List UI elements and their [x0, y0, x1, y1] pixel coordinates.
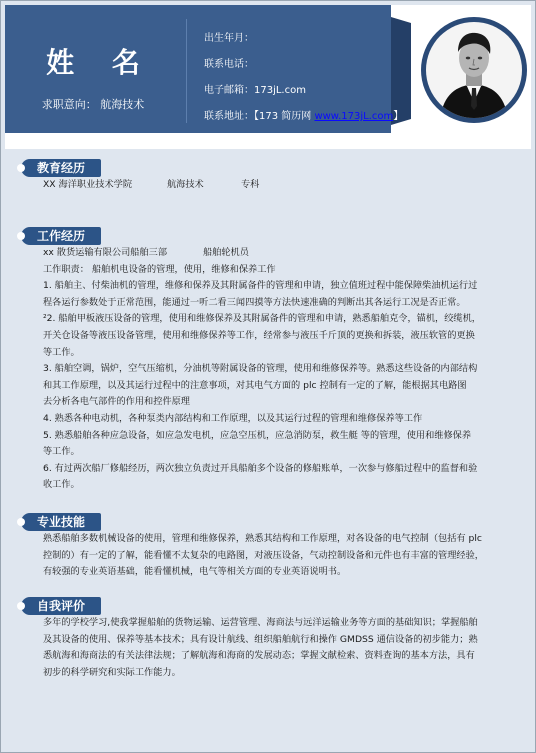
self-eval-content [43, 615, 513, 681]
skills-section-header [21, 513, 101, 531]
birth-label: 出生年月： [204, 33, 254, 44]
work-position: 船舶轮机员 [203, 247, 249, 258]
section-dot-icon [17, 232, 25, 240]
work-item: 收工作。 [43, 479, 80, 491]
avatar [421, 17, 527, 123]
phone-row [204, 58, 254, 72]
section-dot-icon [17, 164, 25, 172]
self-eval-line: 多年的学校学习,使我掌握船舶的货物运输、运营管理、海商法与远洋运输业务等方面的基础知识；掌握船舶 [43, 617, 478, 628]
self-eval-line: 悉航海和海商法的有关法律法规；了解航海和海商的发展动态；掌握文献检索、资料查询的基本方法，具有 [43, 650, 475, 662]
portrait-photo-icon [426, 22, 522, 118]
address-prefix: 【173 简历网 [254, 111, 315, 122]
address-link[interactable]: www.173jL.com [314, 111, 394, 122]
work-company-row [43, 245, 513, 262]
work-item: 1. 船舶主、付柴油机的管理，维修和保养及其附属备件的管理和申请，独立值班过程中能保障柴油机运行过 [43, 280, 478, 292]
email-value: 173jL.com [254, 85, 306, 96]
work-item: 5. 熟悉船舶各种应急设备，如应急发电机，应急空压机，应急消防泵，救生艇 等的管理，使用和维修保养 [43, 429, 472, 441]
phone-label: 联系电话： [204, 59, 254, 70]
work-item: 和其工作原理，以及其运行过程中的注意事项，对其电气方面的 plc 控制有一定的了解，能根据其电路图 [43, 379, 467, 391]
work-item: 等工作。 [43, 446, 80, 458]
work-item: 程各运行参数处于正常范围，能通过一听二看三闻四摸等方法快速准确的判断出其各运行工况是否正常。 [43, 296, 466, 308]
email-label: 电子邮箱： [204, 85, 254, 96]
education-major: 航海技术 [167, 179, 204, 190]
email-row [204, 84, 306, 98]
work-item: 去分析各电气部件的作用和控件原理 [43, 396, 190, 408]
education-section-header [21, 159, 101, 177]
work-item: 开关仓设备等液压设备管理，使用和维修保养等工作，经常参与液压千斤顶的更换和拆装，液压软管的更换 [43, 329, 475, 341]
skills-title: 专业技能 [21, 513, 101, 531]
skills-line: 熟悉船舶多数机械设备的使用，管理和维修保养，熟悉其结构和工作原理，对各设备的电气控制（包括有 plc [43, 533, 482, 544]
candidate-name: 姓 名 [46, 46, 154, 79]
education-degree: 专科 [241, 179, 260, 190]
self-eval-line: 及其设备的使用、保养等基本技术；具有设计航线、组织船舶航行和操作 GMDSS 通信设备的初步能力；熟 [43, 633, 478, 645]
work-item: 3. 船舶空调，锅炉，空气压缩机，分油机等附属设备的管理，使用和维修保养等。熟悉这些设备的内部结构 [43, 363, 478, 375]
section-dot-icon [17, 518, 25, 526]
skills-line: 有较强的专业英语基础，能看懂机械，电气等相关方面的专业英语说明书。 [43, 566, 347, 578]
work-company: xx 散货运输有限公司船舶三部 [43, 247, 168, 258]
education-row [43, 177, 513, 194]
work-title: 工作经历 [21, 227, 101, 245]
section-dot-icon [17, 602, 25, 610]
education-title: 教育经历 [21, 159, 101, 177]
work-item: 4. 熟悉各种电动机，各种泵类内部结构和工作原理，以及其运行过程的管理和维修保养等工作 [43, 412, 423, 424]
work-content [43, 245, 513, 494]
skills-content [43, 531, 513, 581]
job-intention: 求职意向： 航海技术 [41, 98, 145, 111]
header-divider [186, 19, 187, 123]
birth-row [204, 32, 254, 46]
work-duty-title: 工作职责： 船舶机电设备的管理，使用，维修和保养工作 [43, 263, 276, 275]
work-section-header [21, 227, 101, 245]
self-eval-line: 初步的科学研究和实际工作能力。 [43, 666, 181, 678]
self-eval-title: 自我评价 [21, 597, 101, 615]
work-item: ²2. 船舶甲板液压设备的管理，使用和维修保养及其附属备件的管理和申请，熟悉船舶克令，锚机，绞缆机， [43, 313, 481, 325]
header-tab [391, 17, 411, 125]
address-row [204, 110, 403, 124]
skills-line: 控制的）有一定的了解，能看懂不太复杂的电路图，对液压设备，气动控制设备和元件也有丰富的管理经验， [43, 549, 484, 561]
work-item: 等工作。 [43, 346, 80, 358]
self-eval-section-header [21, 597, 101, 615]
address-label: 联系地址： [204, 111, 254, 122]
address-suffix: 】 [393, 111, 404, 122]
education-school: XX 海洋职业技术学院 [43, 179, 133, 190]
education-content [43, 177, 513, 194]
work-item: 6. 有过两次船厂修船经历，两次独立负责过开具船舶多个设备的修船账单，一次参与修船过程中的监督和验 [43, 462, 478, 474]
